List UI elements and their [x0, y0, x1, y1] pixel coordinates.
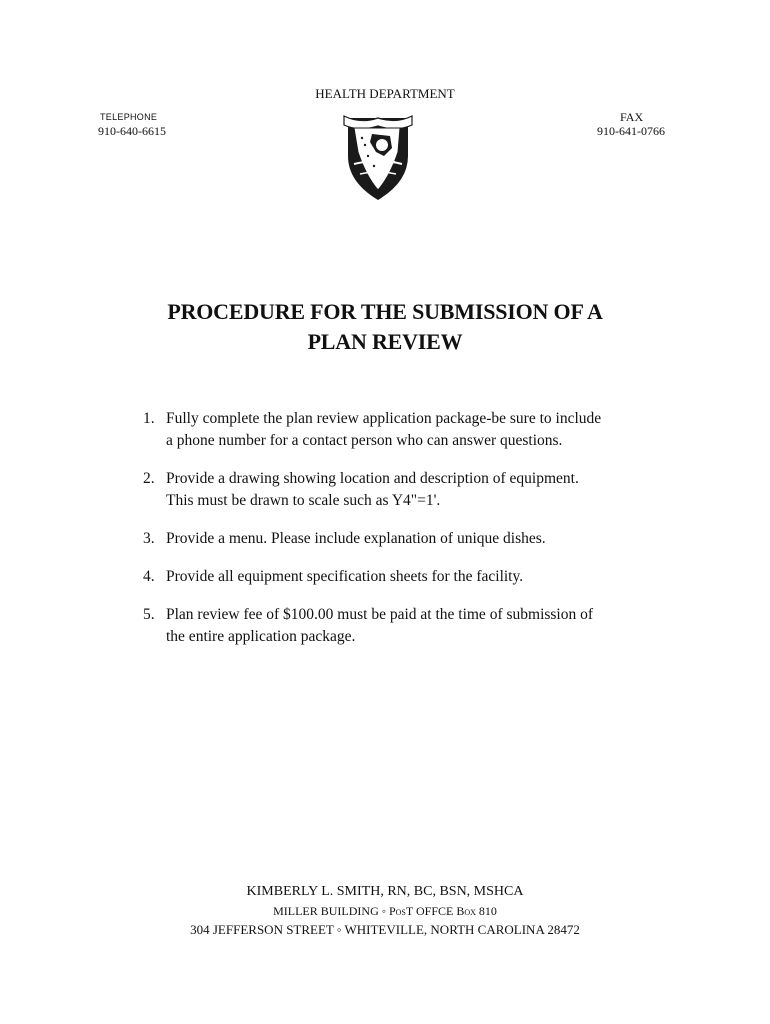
step-text-line-1: Provide a menu. Please include explanation of unique dishes.	[166, 530, 546, 547]
step-text-line-2: a phone number for a contact person who can answer questions.	[166, 432, 563, 449]
step-text-line-1: Plan review fee of $100.00 must be paid at the time of submission of	[166, 606, 594, 623]
step-number: 1.	[143, 410, 155, 427]
list-item	[143, 566, 643, 588]
step-number: 4.	[143, 568, 155, 585]
department-heading: HEALTH DEPARTMENT	[315, 86, 455, 101]
list-item	[143, 408, 643, 452]
step-text-line-1: Fully complete the plan review application package-be sure to include	[166, 410, 602, 427]
step-number: 5.	[143, 606, 155, 623]
telephone-number: 910-640-6615	[98, 124, 166, 138]
step-number: 3.	[143, 530, 155, 547]
title-line-1: PROCEDURE FOR THE SUBMISSION OF A	[167, 299, 603, 324]
list-item	[143, 604, 643, 648]
title-line-2: PLAN REVIEW	[307, 329, 463, 354]
fax-label: FAX	[620, 110, 644, 124]
telephone-label: TELEPHONE	[100, 112, 158, 122]
county-seal-icon	[340, 112, 416, 202]
footer-street-address: 304 JEFFERSON STREET ◦ WHITEVILLE, NORTH CAROLINA 28472	[190, 922, 580, 937]
list-item	[143, 468, 643, 512]
step-text-line-1: Provide a drawing showing location and description of equipment.	[166, 470, 579, 487]
step-text-line-2: This must be drawn to scale such as Y4"=1'.	[166, 492, 441, 509]
fax-number: 910-641-0766	[597, 124, 665, 138]
step-number: 2.	[143, 470, 155, 487]
step-text-line-1: Provide all equipment specification sheets for the facility.	[166, 568, 524, 585]
procedure-steps-list	[143, 408, 643, 664]
footer-signatory: KIMBERLY L. SMITH, RN, BC, BSN, MSHCA	[246, 884, 524, 899]
list-item	[143, 528, 643, 550]
page-title	[0, 297, 770, 357]
footer-building-address: MILLER BUILDING ◦ PosT OFFCE Box 810	[273, 904, 497, 918]
step-text-line-2: the entire application package.	[166, 628, 356, 645]
